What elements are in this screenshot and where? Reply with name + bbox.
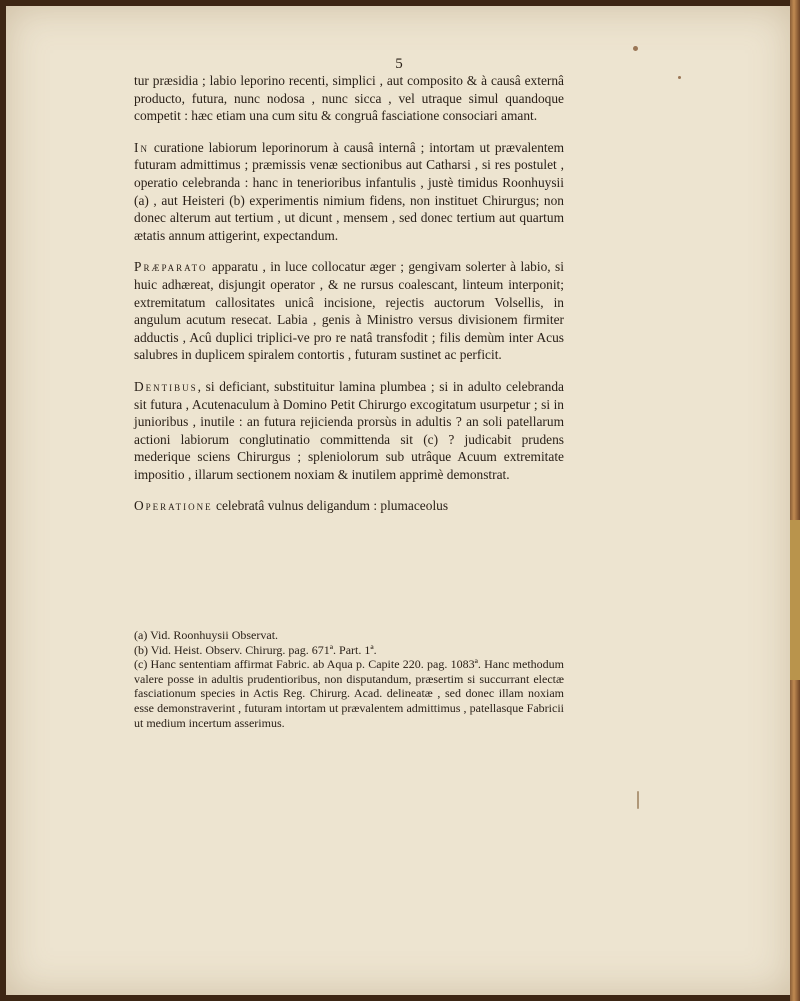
paragraph-lead: Dentibus: [134, 378, 198, 394]
book-spine-band: [790, 520, 800, 680]
paragraph-3: [134, 258, 564, 364]
book-spine-edge: [790, 0, 800, 1001]
paragraph-text: , si deficiant, substituitur lamina plumbea ; si in adulto celebranda sit futura , Acutenaculum à Domino Petit Chirurgo excogitatum usurpetur ; si in junioribus , inutile : an futura rejicienda prorsùs in adultis ? an soli patellarum actioni labiorum conglutinatio committenda sit (c) ? judicabit prudens mederique sciens Chirurgus ; spleniolorum sub utrâque Acuum extremitate impositio , illarum sectionem noxiam & inutilem apprimè demonstrat.: [134, 378, 564, 482]
footnote-b: (b) Vid. Heist. Observ. Chirurg. pag. 671ª. Part. 1ª.: [134, 642, 377, 657]
paragraph-text: curatione labiorum leporinorum à causâ internâ ; intortam ut prævalentem futuram admittimus ; præmissis venæ sectionibus aut Catharsi , si res postulet , operatio celebranda : hanc in tenerioribus infantulis , justè timidus Roonhuysii (a) , aut Heisteri (b) experimentis nimium fidens, non instituet Chirurgus; non donec alterum aut tertium , ut dicunt , mensem , sed donec tertium aut quartum ætatis annum attigerint, expectandum.: [134, 139, 564, 243]
paragraph-text: tur præsidia ; labio leporino recenti, simplici , aut composito & à causâ externâ producto, futura, nunc nodosa , nunc sicca , vel utraque simul quandoque competit : hæc etiam una cum situ & congruâ fasciatione consociari amant.: [134, 73, 564, 124]
page-number: 5: [395, 56, 403, 72]
paragraph-1: [134, 72, 564, 125]
paragraph-lead: Operatione: [134, 498, 213, 514]
footnote-a: (a) Vid. Roonhuysii Observat.: [134, 628, 279, 642]
paragraph-lead: Præparato: [134, 259, 208, 275]
paragraph-4: [134, 378, 564, 484]
paragraph-2: [134, 139, 564, 245]
body-text: [134, 72, 564, 515]
paragraph-lead: In: [134, 139, 149, 155]
paragraph-text: celebratâ vulnus deligandum : plumaceolus: [216, 498, 449, 514]
paper-speck: [633, 46, 638, 51]
paragraph-text: apparatu , in luce collocatur æger ; gengivam solerter à labio, si huic adhæreat, disjungit operator , & ne rursus coalescant, linteum interponit; extremitatum callositates unicâ incisione, rejectis auctorum Volsellis, in angulum acutum resecat. Labia , genis à Ministro versus divisionem firmiter adductis , Acû duplici triplici-ve pro re natâ transfodit ; filis demùm inter Acus salubres in duplicem spiralem contortis , futuram sustinet ac perficit.: [134, 259, 564, 363]
footnotes: [134, 628, 564, 730]
paper-speck: [678, 76, 681, 79]
book-page: [6, 6, 792, 995]
footnote-c: (c) Hanc sententiam affirmat Fabric. ab Aqua p. Capite 220. pag. 1083ª. Hanc methodum valere posse in adultis prudentioribus, non disputandum, præsertim si succurrant electæ fasciationum species in Actis Reg. Chirurg. Acad. delineatæ , sed donec illam noxiam esse demonstraverint , futuram intortam ut prævalentem admittimus , patellasque Fabricii ut medium incertum asserimus.: [134, 657, 564, 730]
paragraph-5: [134, 497, 564, 515]
paper-mark: [637, 791, 639, 809]
